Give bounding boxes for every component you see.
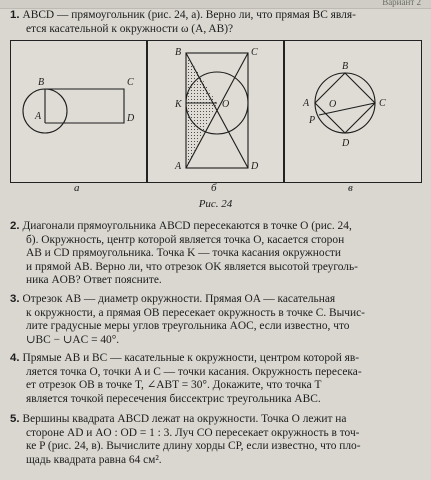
task-2 xyxy=(10,220,422,288)
figure-a-label-b: B xyxy=(38,77,45,88)
task-4-line-4: является точкой пересечения биссектрис треугольника ABC. xyxy=(26,392,321,405)
task-2-line-4: и прямой AB. Верно ли, что отрезок OK является высотой треуголь- xyxy=(26,260,358,273)
figure-b-shaded-region xyxy=(186,53,217,168)
task-1-line-1: 1. ABCD — прямоугольник (рис. 24, а). Верно ли, что прямая BC явля- xyxy=(10,9,356,21)
task-3-line-2: к окружности, а прямая OB пересекает окружность в точке C. Вычис- xyxy=(26,306,365,319)
figure-b-sublabel: б xyxy=(211,182,217,194)
figure-a-sublabel: а xyxy=(74,182,80,194)
figure-a-label-c: C xyxy=(127,77,134,88)
figure-b-drawing xyxy=(148,41,285,184)
figure-24 xyxy=(10,40,422,185)
task-4 xyxy=(10,352,422,406)
task-1 xyxy=(10,9,422,36)
figure-b-label-c: C xyxy=(251,47,258,58)
figure-b-label-b: B xyxy=(175,47,182,58)
figure-b-label-a: A xyxy=(175,161,182,172)
figure-a-label-a: A xyxy=(35,111,42,122)
task-5-line-3: ке P (рис. 24, в). Вычислите длину хорды CP, если известно, что пло- xyxy=(26,440,361,453)
task-5 xyxy=(10,413,422,467)
task-2-line-2: б). Окружность, центр которой является точка O, касается сторон xyxy=(26,233,345,246)
task-2-line-1: 2. Диагонали прямоугольника ABCD пересекаются в точке O (рис. 24, xyxy=(10,220,352,232)
task-3-line-3: лите градусные меры углов треугольника AOC, если известно, что xyxy=(26,320,350,333)
figure-c-frame xyxy=(284,40,422,183)
figure-c-sublabel: в xyxy=(348,182,353,194)
figure-c-circle xyxy=(315,73,375,133)
figure-c-label-a: A xyxy=(303,98,310,109)
figure-b-label-o: O xyxy=(222,99,230,110)
task-2-number: 2. xyxy=(10,220,20,232)
figure-c-label-d: D xyxy=(342,138,350,149)
task-1-number: 1. xyxy=(10,9,20,21)
figure-a-drawing xyxy=(11,41,148,184)
task-4-line-3: ет отрезок OB в точке T, ∠ABT = 30°. Докажите, что точка T xyxy=(26,379,322,392)
header-corner-text: Вариант 2 xyxy=(382,0,421,7)
task-5-number: 5. xyxy=(10,413,20,425)
figure-b-label-d: D xyxy=(251,161,259,172)
task-3 xyxy=(10,293,422,347)
task-4-line-1: 4. Прямые AB и BC — касательные к окружности, центром которой яв- xyxy=(10,352,360,364)
figure-a-rectangle xyxy=(45,89,124,123)
figure-b-frame xyxy=(147,40,284,183)
figure-c-chord-cp xyxy=(319,103,375,115)
task-1-line-2: ется касательной к окружности ω (A, AB)? xyxy=(26,22,234,35)
figure-caption: Рис. 24 xyxy=(198,198,233,210)
figure-c-drawing xyxy=(285,41,423,184)
task-3-line-4: ∪BC − ∪AC = 40°. xyxy=(26,333,120,346)
task-2-line-3: AB и CD прямоугольника. Точка K — точка касания окружности xyxy=(26,247,341,260)
task-5-line-1: 5. Вершины квадрата ABCD лежат на окружности. Точка O лежит на xyxy=(10,413,347,425)
task-3-number: 3. xyxy=(10,293,20,305)
task-2-line-5: ника AOB? Ответ поясните. xyxy=(26,274,162,287)
figure-c-label-b: B xyxy=(342,61,349,72)
task-5-line-4: щадь квадрата равна 64 см². xyxy=(26,453,162,466)
page-header xyxy=(0,0,431,9)
figure-a-frame xyxy=(10,40,147,183)
task-4-number: 4. xyxy=(10,352,20,364)
figure-c-label-o: O xyxy=(329,99,337,110)
task-5-line-2: стороне AD и AO : OD = 1 : 3. Луч CO пересекает окружность в точ- xyxy=(26,426,360,439)
figure-a-label-d: D xyxy=(127,113,135,124)
figure-b-label-k: K xyxy=(175,99,182,110)
figure-c-label-p: P xyxy=(309,115,316,126)
task-3-line-1: 3. Отрезок AB — диаметр окружности. Прямая OA — касательная xyxy=(10,293,336,305)
figure-c-label-c: C xyxy=(379,98,386,109)
task-4-line-2: ляется точка O, точки A и C — точки касания. Окружность пересека- xyxy=(26,365,362,378)
